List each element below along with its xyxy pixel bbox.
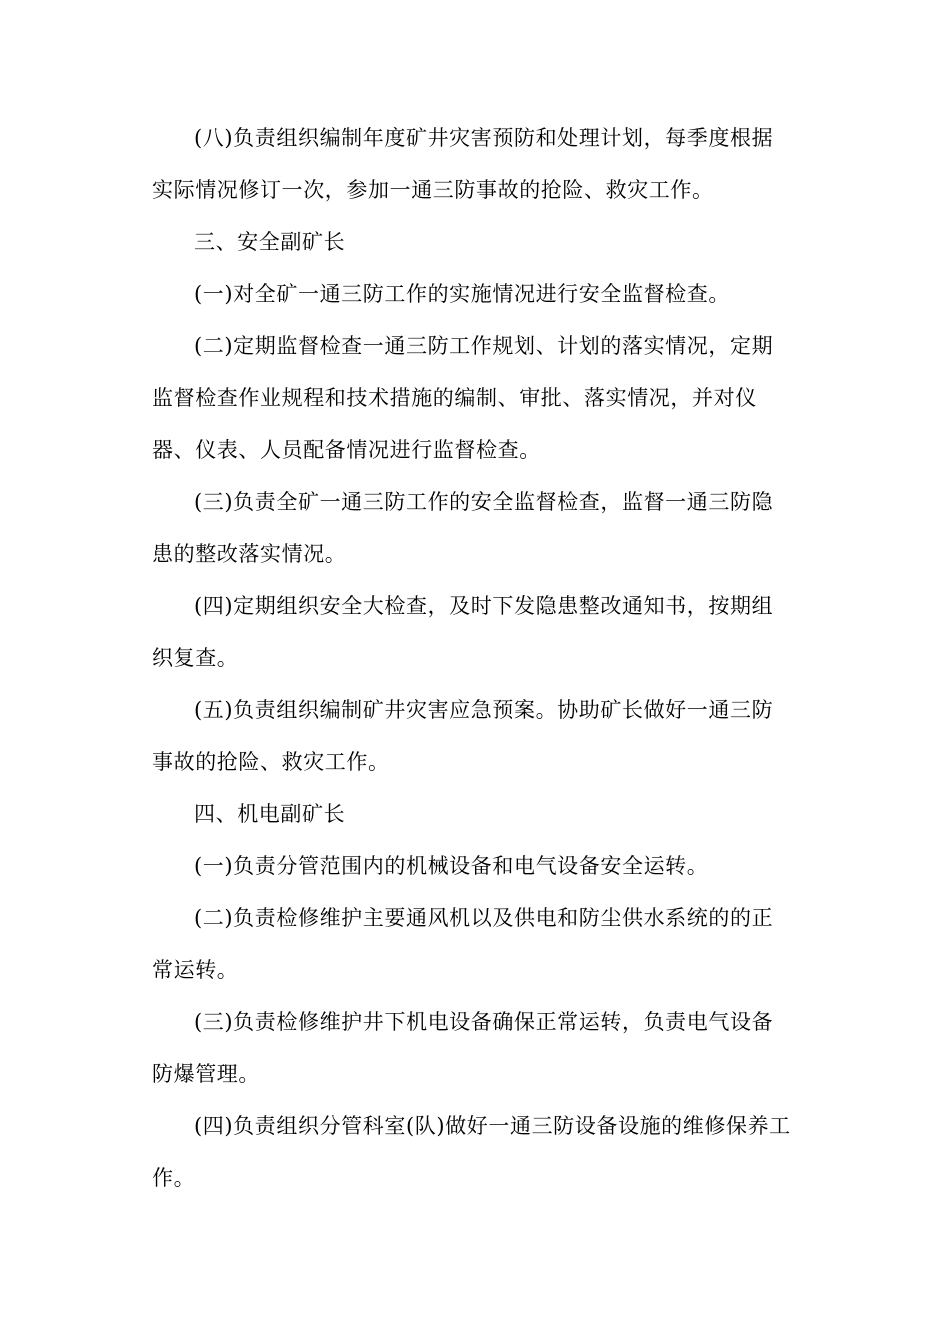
paragraph: (二)定期监督检查一通三防工作规划、计划的落实情况，定期监督检查作业规程和技术措施的编制、审批、落实情况，并对仪器、仪表、人员配备情况进行监督检查。 bbox=[152, 334, 774, 462]
paragraph: (一)对全矿一通三防工作的实施情况进行安全监督检查。 bbox=[194, 282, 730, 306]
paragraph: (八)负责组织编制年度矿井灾害预防和处理计划，每季度根据实际情况修订一次，参加一通三防事故的抢险、救灾工作。 bbox=[152, 126, 774, 202]
document-body bbox=[152, 112, 792, 1204]
paragraph: (四)定期组织安全大检查，及时下发隐患整改通知书，按期组织复查。 bbox=[152, 594, 774, 670]
paragraph: (二)负责检修维护主要通风机以及供电和防尘供水系统的的正常运转。 bbox=[152, 906, 774, 982]
paragraph: (三)负责全矿一通三防工作的安全监督检查，监督一通三防隐患的整改落实情况。 bbox=[152, 490, 774, 566]
paragraph: (四)负责组织分管科室(队)做好一通三防设备设施的维修保养工作。 bbox=[152, 1114, 791, 1190]
paragraph: (一)负责分管范围内的机械设备和电气设备安全运转。 bbox=[194, 854, 709, 878]
section-heading: 四、机电副矿长 bbox=[194, 802, 346, 826]
paragraph: (五)负责组织编制矿井灾害应急预案。协助矿长做好一通三防事故的抢险、救灾工作。 bbox=[152, 698, 774, 774]
paragraph: (三)负责检修维护井下机电设备确保正常运转，负责电气设备防爆管理。 bbox=[152, 1010, 774, 1086]
section-heading: 三、安全副矿长 bbox=[194, 230, 346, 254]
